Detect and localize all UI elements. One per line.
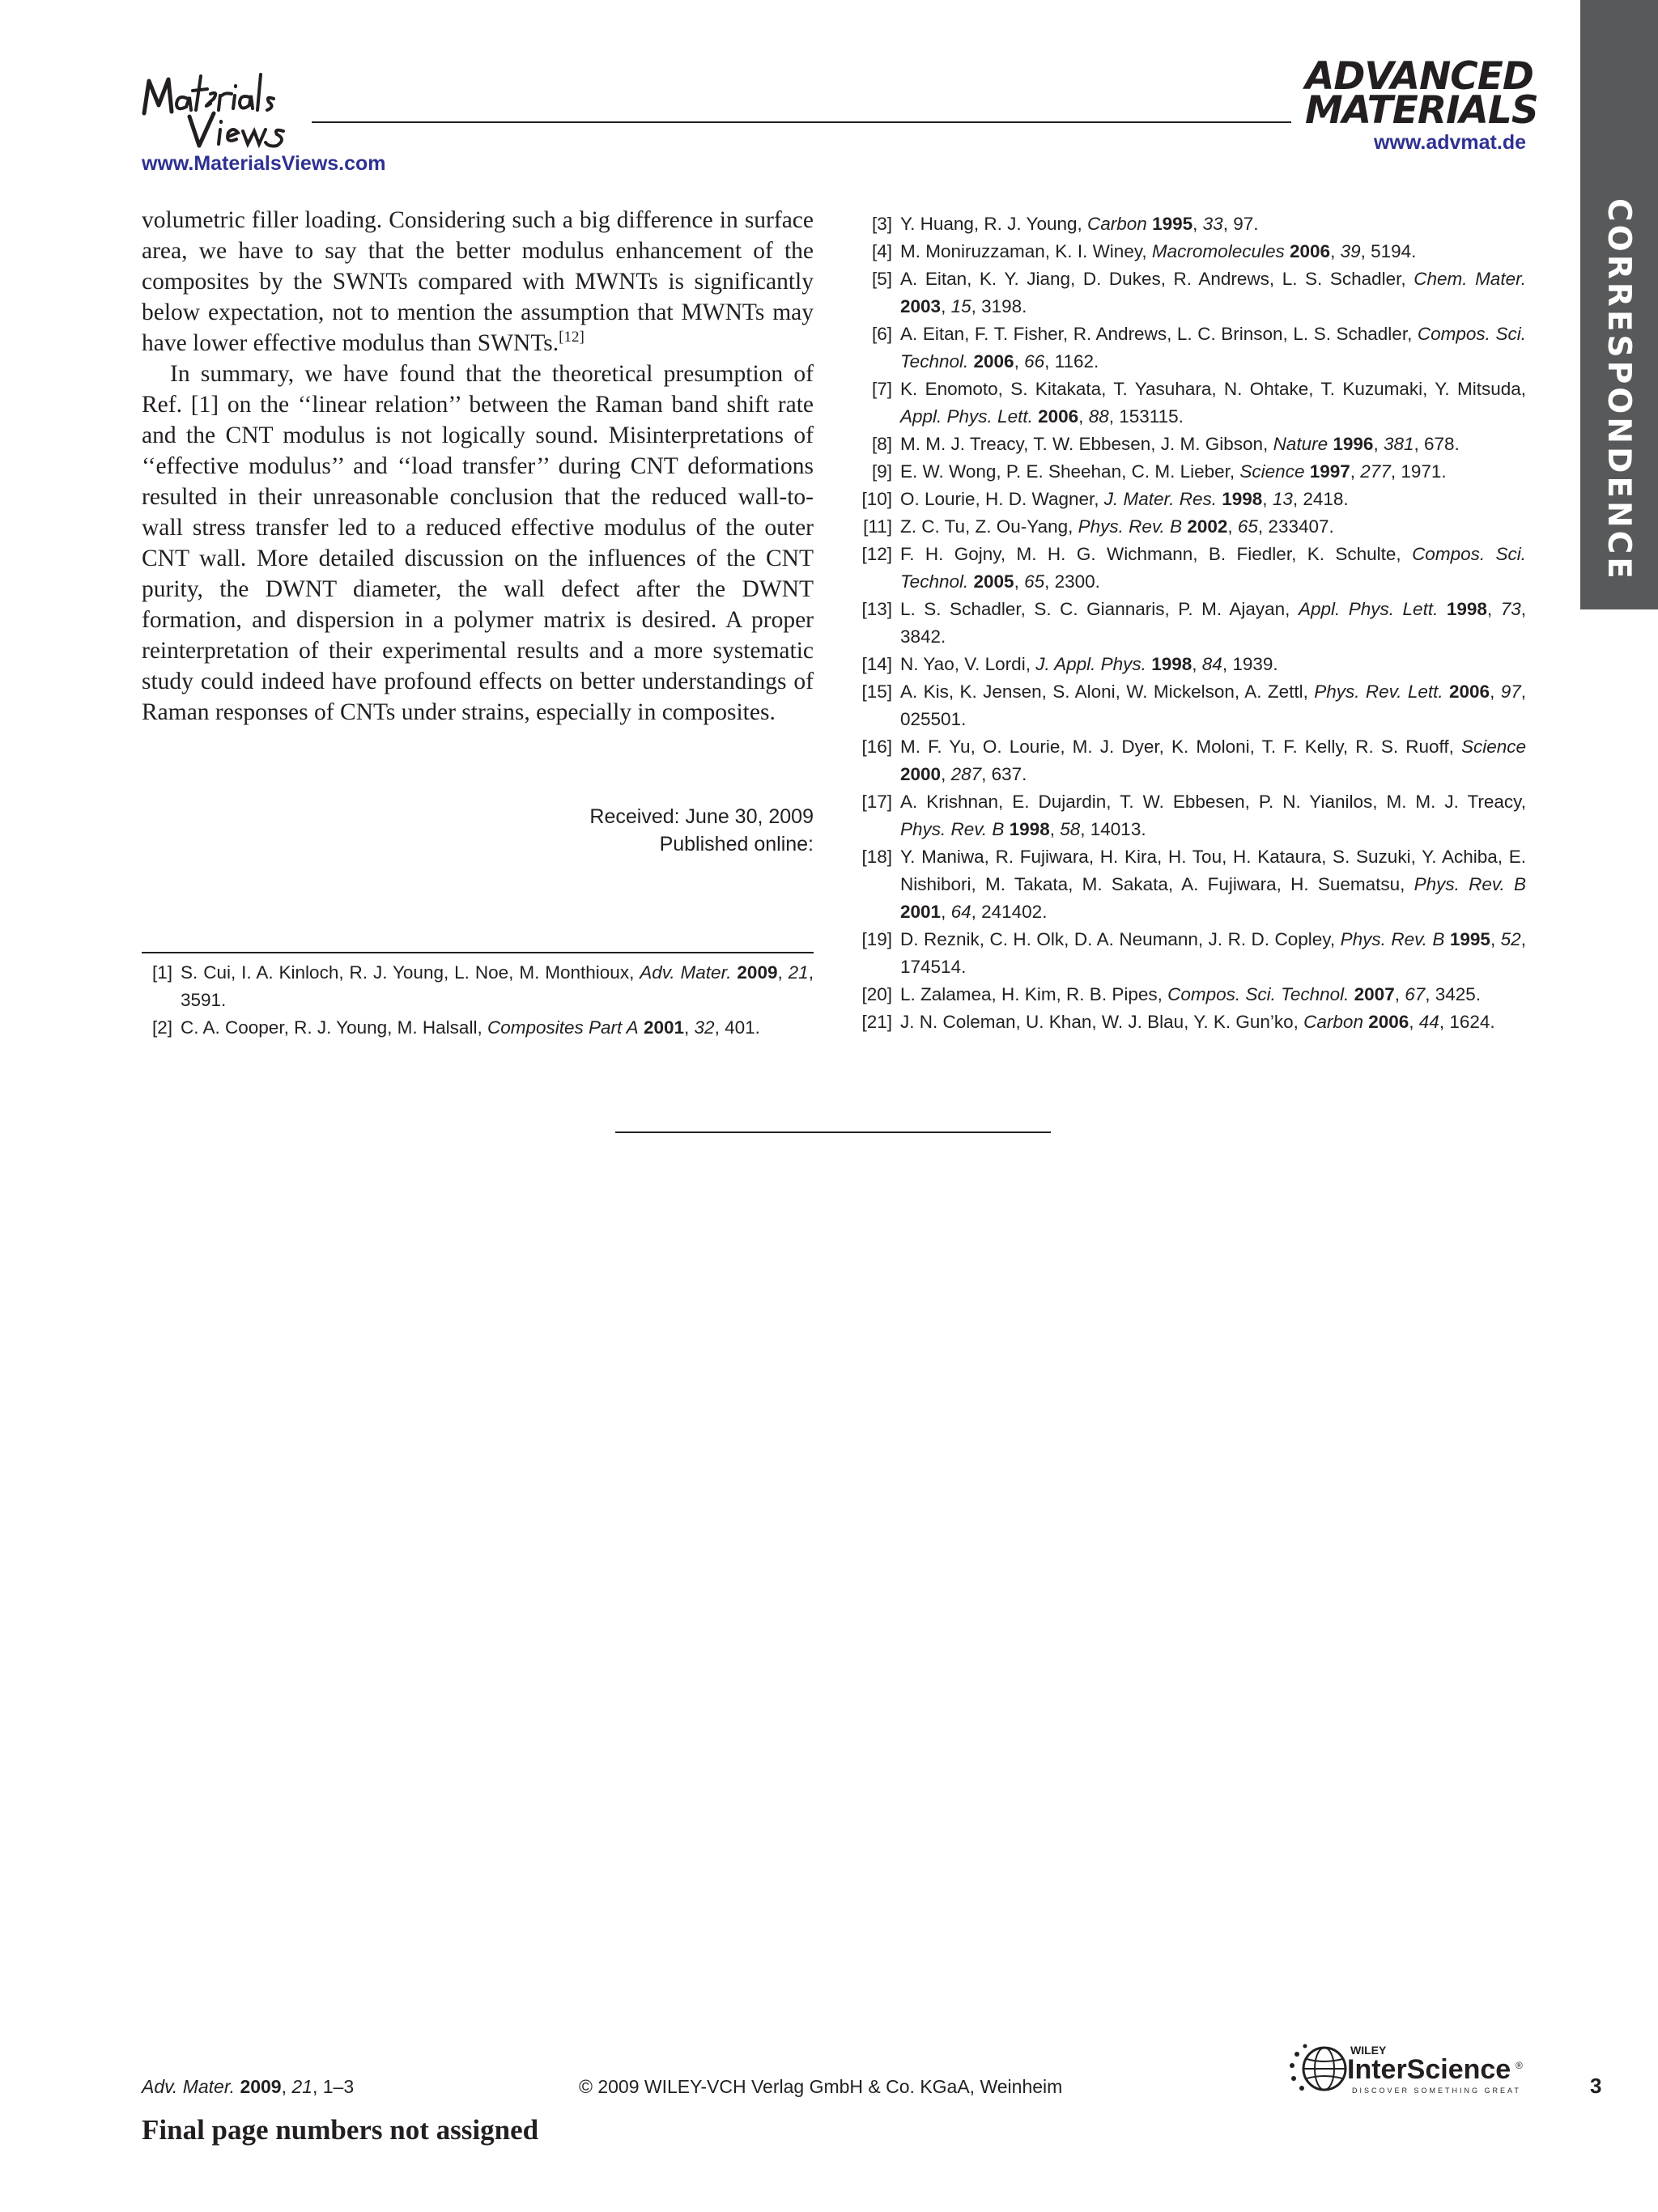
reference-number: [20] [861,984,892,1004]
reference-item [850,431,1526,458]
reference-text: L. S. Schadler, S. C. Giannaris, P. M. Ajayan, Appl. Phys. Lett. 1998, 73, 3842. [900,599,1526,647]
reference-number: [18] [861,847,892,867]
svg-text:DISCOVER SOMETHING GREAT: DISCOVER SOMETHING GREAT [1352,2087,1521,2095]
reference-text: M. F. Yu, O. Lourie, M. J. Dyer, K. Moloni, T. F. Kelly, R. S. Ruoff, Science 2000, 287, 637. [900,737,1526,784]
copyright: © 2009 WILEY-VCH Verlag GmbH & Co. KGaA, Weinheim [579,2076,1063,2097]
materials-views-logo [139,66,313,151]
reference-text: E. W. Wong, P. E. Sheehan, C. M. Lieber, Science 1997, 277, 1971. [900,461,1447,482]
reference-item [850,926,1526,981]
globe-icon [1290,2044,1346,2091]
published-online: Published online: [659,833,814,856]
reference-text: K. Enomoto, S. Kitakata, T. Yasuhara, N. Ohtake, T. Kuzumaki, Y. Mitsuda, Appl. Phys. Lett. 2006, 88, 153115. [900,379,1526,427]
reference-text: L. Zalamea, H. Kim, R. B. Pipes, Compos. Sci. Technol. 2007, 67, 3425. [900,984,1482,1004]
reference-number: [16] [861,737,892,757]
paragraph-1-text: volumetric filler loading. Considering such a big difference in surface area, we have to say that the better modulus enhancement of the composites by the SWNTs compared with MWNTs is significantly below expectation, not to mention the assumption that MWNTs may have lower effective modulus than SWNTs. [142,207,814,356]
reference-item [850,981,1526,1008]
reference-text: D. Reznik, C. H. Olk, D. A. Neumann, J. R. D. Copley, Phys. Rev. B 1995, 52, 174514. [900,929,1526,977]
received-date: Received: June 30, 2009 [589,805,814,828]
reference-text: S. Cui, I. A. Kinloch, R. J. Young, L. Noe, M. Monthioux, Adv. Mater. 2009, 21, 3591. [181,962,814,1010]
reference-text: C. A. Cooper, R. J. Young, M. Halsall, Composites Part A 2001, 32, 401. [181,1017,760,1038]
reference-item [850,678,1526,733]
references-right [850,210,1526,1036]
reference-item [850,458,1526,486]
reference-text: O. Lourie, H. D. Wagner, J. Mater. Res. 1998, 13, 2418. [900,489,1349,509]
reference-text: J. N. Coleman, U. Khan, W. J. Blau, Y. K. Gun’ko, Carbon 2006, 44, 1624. [900,1012,1495,1032]
reference-text: A. Krishnan, E. Dujardin, T. W. Ebbesen, P. N. Yianilos, M. M. J. Treacy, Phys. Rev. B 1998, 58, 14013. [900,792,1526,839]
reference-number: [11] [863,516,892,537]
reference-item [850,238,1526,265]
svg-text:InterScience: InterScience [1347,2054,1511,2085]
reference-text: N. Yao, V. Lordi, J. Appl. Phys. 1998, 84, 1939. [900,654,1278,674]
reference-number: [8] [871,434,892,454]
journal-citation: Adv. Mater. 2009, 21, 1–3 [142,2076,355,2097]
reference-number: [19] [861,929,892,949]
reference-text: Y. Maniwa, R. Fujiwara, H. Kira, H. Tou, H. Kataura, S. Suzuki, Y. Achiba, E. Nishibori, M. Takata, M. Sakata, A. Fujiwara, H. Suematsu, Phys. Rev. B 2001, 64, 241402. [900,847,1526,922]
reference-text: Y. Huang, R. J. Young, Carbon 1995, 33, 97. [900,214,1259,234]
reference-text: A. Kis, K. Jensen, S. Aloni, W. Mickelson, A. Zettl, Phys. Rev. Lett. 2006, 97, 025501. [900,681,1526,729]
materialsviews-url[interactable]: www.MaterialsViews.com [142,152,386,175]
reference-number: [10] [861,489,892,509]
final-page-note: Final page numbers not assigned [142,2114,539,2146]
paragraph-2: In summary, we have found that the theoretical presumption of Ref. [1] on the ‘‘linear relation’’ between the Raman band shift rate and the CNT modulus is not logically sound. Misinterpretations of ‘‘effective modulus’’ and ‘‘load transfer’’ during CNT deformations resulted in their unreasonable conclusion that the reduced wall-to-wall stress transfer led to a reduced effective modulus of the outer CNT wall. More detailed discussion on the influences of the CNT purity, the DWNT diameter, the wall defect after the DWNT formation, and dispersion in a polymer matrix is desired. A proper reinterpretation of their experimental results and a more systematic study could indeed have profound effects on better understandings of Raman responses of CNTs under strains, especially in composites. [142,361,814,725]
reference-item [850,843,1526,926]
reference-number: [13] [861,599,892,619]
advanced-materials-logo [1305,54,1538,134]
reference-number: [21] [861,1012,892,1032]
reference-text: A. Eitan, F. T. Fisher, R. Andrews, L. C. Brinson, L. S. Schadler, Compos. Sci. Technol. 2006, 66, 1162. [900,324,1526,371]
reference-number: [15] [861,681,892,702]
reference-number: [6] [871,324,892,344]
received-block [486,803,814,858]
reference-item [850,265,1526,321]
reference-number: [7] [871,379,892,399]
reference-item [850,210,1526,238]
reference-item [850,651,1526,678]
references-left [142,959,814,1042]
reference-item [142,1014,814,1042]
reference-number: [12] [861,544,892,564]
reference-number: [4] [871,241,892,261]
reference-item [850,321,1526,376]
references-rule [142,952,814,953]
page-number: 3 [1590,2074,1602,2098]
reference-number: [3] [871,214,892,234]
reference-text: Z. C. Tu, Z. Ou-Yang, Phys. Rev. B 2002, 65, 233407. [900,516,1334,537]
paragraph-1 [142,205,814,359]
header-rule [312,121,1291,123]
reference-item [850,541,1526,596]
reference-number: [5] [871,269,892,289]
citation-sup[interactable]: [12] [559,329,585,346]
section-tab-label: CORRESPONDENCE [1601,198,1637,582]
reference-number: [14] [861,654,892,674]
reference-item [142,959,814,1014]
reference-item [850,486,1526,513]
section-tab [1580,0,1658,609]
reference-number: [9] [871,461,892,482]
reference-number: [1] [151,962,172,983]
reference-item [850,596,1526,651]
am-logo-line1: ADVANCED [1305,54,1533,99]
wiley-interscience-logo [1286,2038,1528,2104]
advmat-url[interactable]: www.advmat.de [1373,131,1526,154]
reference-number: [17] [861,792,892,812]
end-rule [615,1131,1051,1133]
reference-text: M. Moniruzzaman, K. I. Winey, Macromolecules 2006, 39, 5194. [900,241,1417,261]
reference-item [850,788,1526,843]
body-text [142,205,814,728]
reference-text: A. Eitan, K. Y. Jiang, D. Dukes, R. Andrews, L. S. Schadler, Chem. Mater. 2003, 15, 3198. [900,269,1526,316]
reference-item [850,513,1526,541]
reference-item [850,733,1526,788]
am-logo-line2: MATERIALS [1305,88,1538,134]
svg-text:WILEY: WILEY [1350,2044,1387,2057]
reference-text: F. H. Gojny, M. H. G. Wichmann, B. Fiedler, K. Schulte, Compos. Sci. Technol. 2005, 65, 2300. [900,544,1526,592]
reference-number: [2] [151,1017,172,1038]
reference-text: M. M. J. Treacy, T. W. Ebbesen, J. M. Gibson, Nature 1996, 381, 678. [900,434,1460,454]
reference-item [850,1008,1526,1036]
reference-item [850,376,1526,431]
svg-text:®: ® [1516,2060,1523,2071]
